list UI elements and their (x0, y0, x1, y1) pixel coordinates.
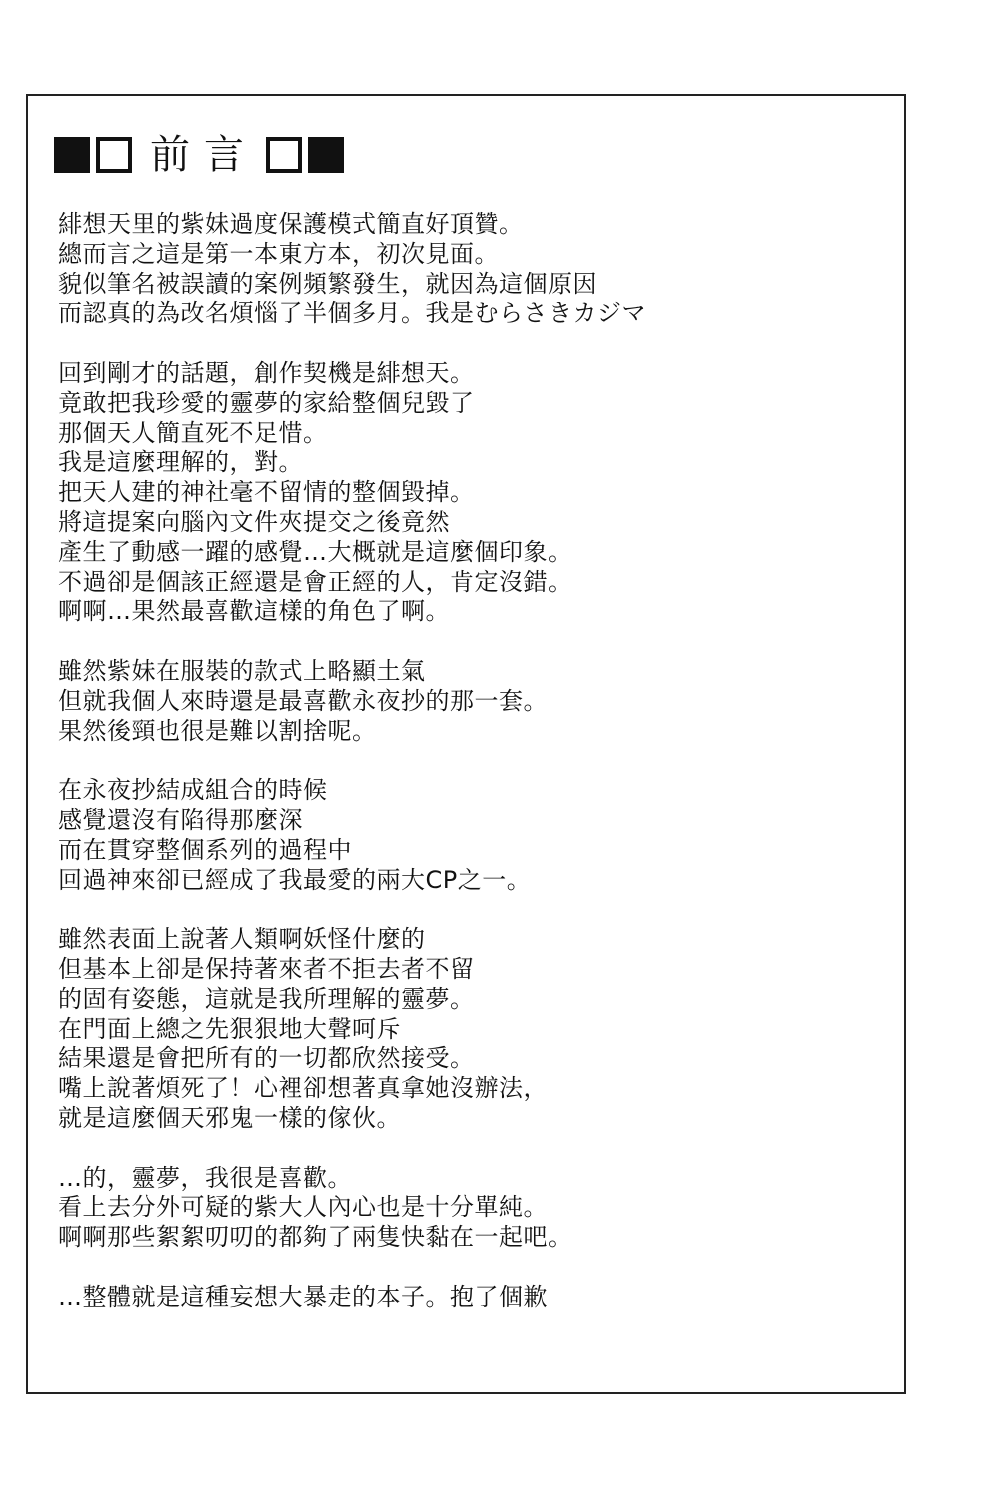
text-line: 把天人建的神社毫不留情的整個毀掉。 (58, 478, 475, 507)
text-line: 總而言之這是第一本東方本，初次見面。 (58, 239, 499, 268)
paragraph (58, 359, 898, 627)
text-line: 就是這麼個天邪鬼一樣的傢伙。 (58, 1103, 401, 1132)
text-line: 果然後頸也很是難以割捨呢。 (58, 716, 377, 745)
text-line: 感覺還沒有陷得那麼深 (58, 805, 303, 834)
text-line: 而認真的為改名煩惱了半個多月。我是むらさきカジマ (58, 299, 646, 328)
text-line: 那個天人簡直死不足惜。 (58, 418, 328, 447)
text-line: 將這提案向腦內文件夾提交之後竟然 (58, 507, 450, 536)
text-line: 但基本上卻是保持著來者不拒去者不留 (58, 954, 475, 983)
paragraph (58, 657, 898, 746)
paragraph (58, 1283, 898, 1313)
text-line: 緋想天里的紫妹過度保護模式簡直好頂贊。 (58, 210, 524, 238)
text-line: …的，靈夢，我很是喜歡。 (58, 1163, 352, 1192)
text-line: 啊啊…果然最喜歡這樣的角色了啊。 (58, 597, 450, 626)
filled-square-icon (54, 137, 90, 173)
text-line: …整體就是這種妄想大暴走的本子。抱了個歉 (58, 1282, 548, 1311)
paragraph (58, 776, 898, 895)
text-line: 不過卻是個該正經還是會正經的人，肯定沒錯。 (58, 567, 573, 596)
text-line: 產生了動感一躍的感覺…大概就是這麼個印象。 (58, 537, 573, 566)
preface-body (58, 210, 898, 1312)
text-line: 在永夜抄結成組合的時候 (58, 776, 328, 805)
text-line: 回到剛才的話題，創作契機是緋想天。 (58, 358, 475, 387)
text-line: 竟敢把我珍愛的靈夢的家給整個兒毀了 (58, 388, 475, 417)
paragraph (58, 925, 898, 1134)
text-line: 嘴上說著煩死了！心裡卻想著真拿她沒辦法， (58, 1074, 548, 1103)
text-line: 貌似筆名被誤讀的案例頻繁發生，就因為這個原因 (58, 269, 597, 298)
open-square-icon (266, 137, 302, 173)
text-line: 的固有姿態，這就是我所理解的靈夢。 (58, 984, 475, 1013)
text-line: 啊啊那些絮絮叨叨的都夠了兩隻快黏在一起吧。 (58, 1223, 573, 1252)
text-line: 雖然紫妹在服裝的款式上略顯土氣 (58, 656, 426, 685)
paragraph (58, 1164, 898, 1253)
text-line: 看上去分外可疑的紫大人內心也是十分單純。 (58, 1193, 548, 1222)
text-line: 在門面上總之先狠狠地大聲呵斥 (58, 1014, 401, 1043)
title-text: 前言 (150, 132, 258, 178)
text-line: 而在貫穿整個系列的過程中 (58, 835, 352, 864)
text-line: 結果還是會把所有的一切都欣然接受。 (58, 1044, 475, 1073)
open-square-icon (96, 137, 132, 173)
text-line: 我是這麼理解的，對。 (58, 448, 303, 477)
text-line: 回過神來卻已經成了我最愛的兩大CP之一。 (58, 865, 532, 894)
page-title (54, 128, 344, 182)
filled-square-icon (308, 137, 344, 173)
text-line: 但就我個人來時還是最喜歡永夜抄的那一套。 (58, 686, 548, 715)
paragraph (58, 210, 898, 329)
text-line: 雖然表面上說著人類啊妖怪什麼的 (58, 925, 426, 954)
